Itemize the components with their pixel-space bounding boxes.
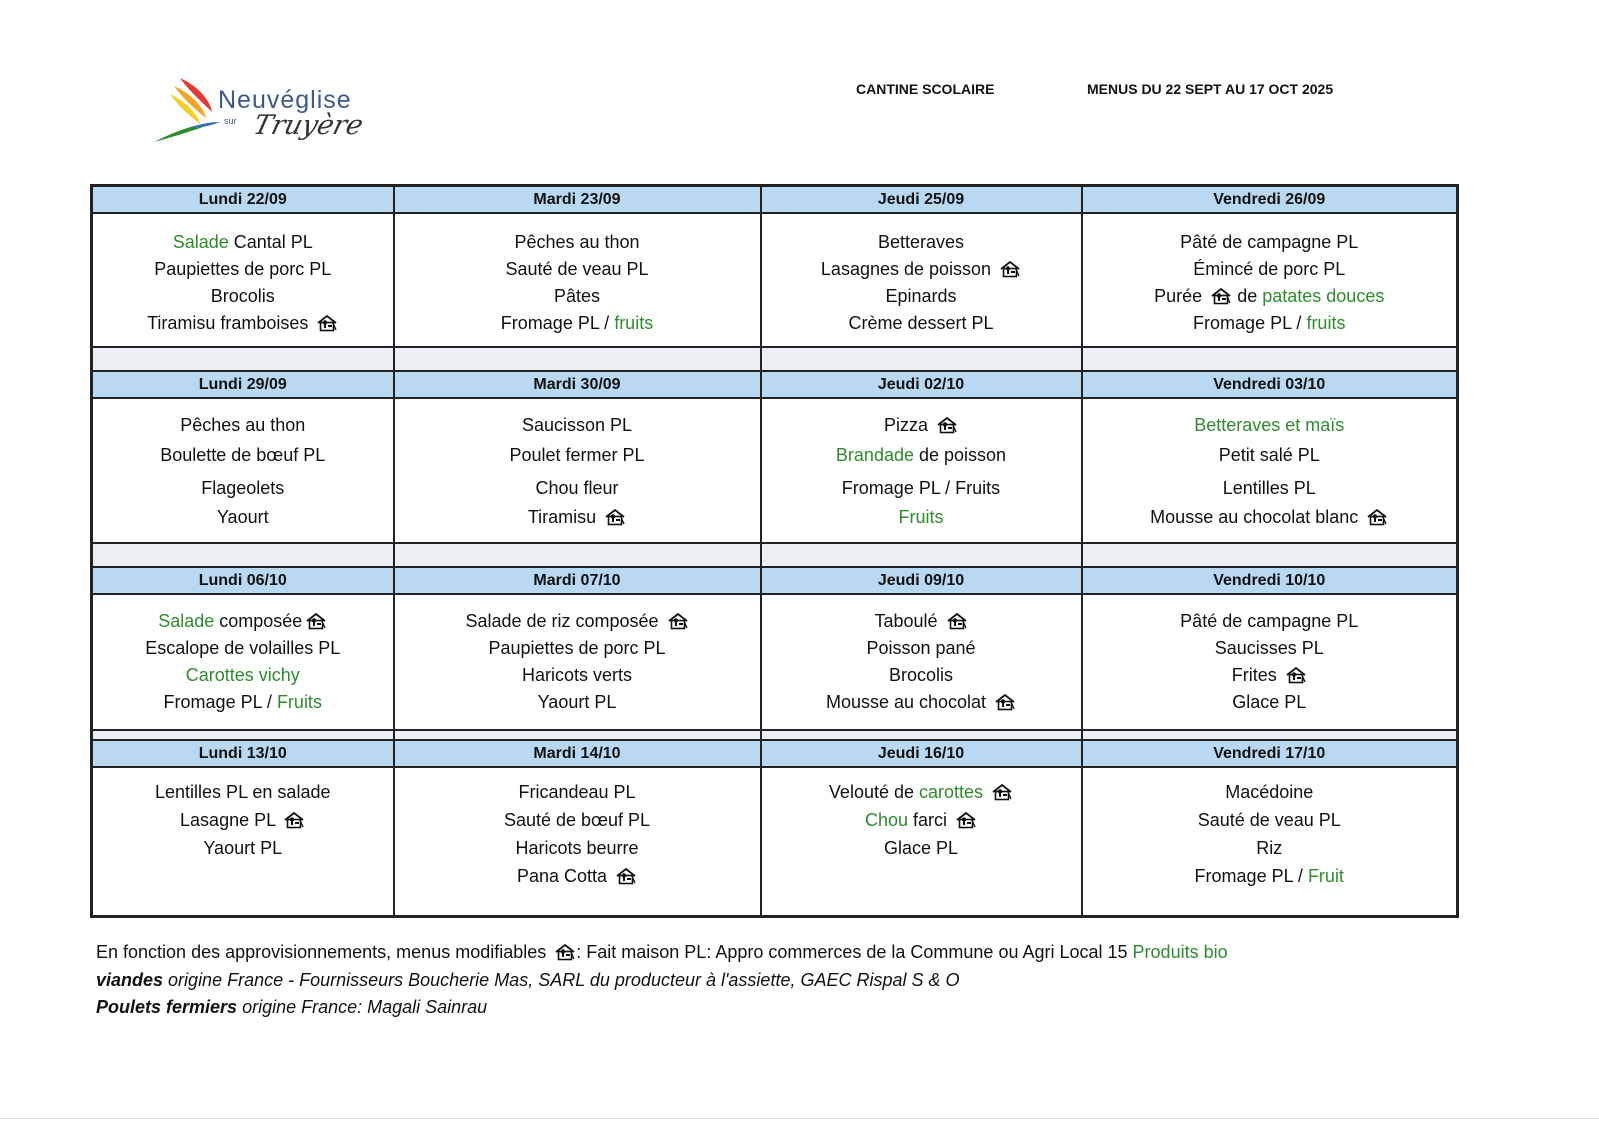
text-segment: Carottes vichy (185, 665, 300, 685)
text-segment: Fromage PL / (1194, 866, 1308, 886)
day-menu-cell (1082, 213, 1458, 347)
dish-line (762, 692, 1081, 713)
day-menu-cell (92, 594, 394, 730)
text-segment: Frites (1231, 665, 1282, 685)
dish-line (1083, 286, 1457, 307)
text-segment: Tiramisu (527, 507, 602, 527)
text-segment: Boulette de bœuf PL (160, 445, 326, 465)
dish-line (762, 445, 1081, 466)
spacer-cell (92, 543, 394, 567)
day-menu-cell (394, 767, 761, 917)
spacer-cell (92, 347, 394, 371)
text-segment: Cantal PL (228, 232, 313, 252)
text-segment: Salade (172, 232, 229, 252)
dish-line (395, 838, 760, 859)
text-segment: Betteraves (877, 232, 965, 252)
text-segment: Lasagne PL (180, 810, 281, 830)
week-menu-row (92, 767, 1458, 917)
dish-line (762, 838, 1081, 859)
dish-line (395, 259, 760, 280)
dish-line (395, 782, 760, 803)
spacer-cell (1082, 730, 1458, 740)
text-segment: Paupiettes de porc PL (488, 638, 666, 658)
dish-line (395, 478, 760, 499)
dish-line (93, 638, 393, 659)
footer-poulets (96, 997, 487, 1018)
spacer-cell (92, 730, 394, 740)
text-segment: Lentilles PL en salade (155, 782, 331, 802)
dish-line (93, 692, 393, 713)
text-segment: de poisson (914, 445, 1007, 465)
text-segment: Riz (1256, 838, 1283, 858)
menu-table (90, 184, 1459, 918)
day-header: Vendredi 03/10 (1082, 371, 1458, 398)
dish-line (762, 259, 1081, 280)
dish-line (93, 507, 393, 528)
dish-line (1083, 507, 1457, 528)
text-segment: fruits (1306, 313, 1346, 333)
text-segment: Epinards (885, 286, 957, 306)
dish-line (762, 810, 1081, 831)
spacer-cell (1082, 347, 1458, 371)
day-header: Jeudi 09/10 (761, 567, 1082, 594)
chef-house-icon (994, 693, 1016, 711)
week-spacer (92, 543, 1458, 567)
dish-line (1083, 866, 1457, 887)
chef-house-icon (999, 260, 1021, 278)
dish-line (395, 507, 760, 528)
dish-line (395, 313, 760, 334)
text-segment: Taboulé (874, 611, 943, 631)
dish-line (762, 286, 1081, 307)
dish-line (93, 810, 393, 831)
spacer-cell (1082, 543, 1458, 567)
text-segment: Lentilles PL (1222, 478, 1316, 498)
text-segment: Poulets fermiers (96, 997, 238, 1017)
text-segment: Fromage PL / (500, 313, 615, 333)
week-header-row (92, 740, 1458, 767)
text-segment: Pêches au thon (514, 232, 640, 252)
logo (150, 72, 390, 162)
text-segment: Mousse au chocolat blanc (1150, 507, 1364, 527)
dish-line (395, 692, 760, 713)
dish-line (395, 665, 760, 686)
day-header: Jeudi 02/10 (761, 371, 1082, 398)
day-menu-cell (761, 767, 1082, 917)
week-spacer (92, 347, 1458, 371)
dish-line (762, 507, 1081, 528)
chef-house-icon (955, 811, 977, 829)
chef-house-icon (316, 314, 338, 332)
dish-line (1083, 611, 1457, 632)
text-segment: Brandade (835, 445, 914, 465)
text-segment: Tiramisu framboises (147, 313, 314, 333)
week-spacer (92, 730, 1458, 740)
day-menu-cell (761, 398, 1082, 543)
chef-house-icon (604, 508, 626, 526)
text-segment: Poulet fermer PL (509, 445, 645, 465)
text-segment: Saucisson PL (521, 415, 633, 435)
text-segment: Pâté de campagne PL (1180, 611, 1359, 631)
dish-line (1083, 445, 1457, 466)
dish-line (93, 415, 393, 436)
text-segment: Salade (158, 611, 215, 631)
text-segment: Brocolis (210, 286, 275, 306)
dish-line (1083, 232, 1457, 253)
dish-line (93, 782, 393, 803)
dish-line (93, 445, 393, 466)
dish-line (1083, 638, 1457, 659)
spacer-cell (394, 543, 761, 567)
text-segment: Pêches au thon (180, 415, 306, 435)
dish-line (1083, 665, 1457, 686)
week-header-row (92, 186, 1458, 214)
day-header: Vendredi 26/09 (1082, 186, 1458, 214)
dish-line (93, 232, 393, 253)
logo-swirl-icon (150, 72, 220, 152)
dish-line (762, 782, 1081, 803)
chef-house-icon (667, 612, 689, 630)
text-segment: carottes (919, 782, 984, 802)
text-segment: Glace PL (883, 838, 959, 858)
chef-house-icon (554, 943, 576, 961)
text-segment: viandes (96, 970, 164, 990)
dish-line (762, 665, 1081, 686)
day-menu-cell (92, 213, 394, 347)
dish-line (762, 611, 1081, 632)
footer-legend (96, 942, 1228, 963)
text-segment: Pizza (883, 415, 934, 435)
dish-line (93, 478, 393, 499)
logo-script: Truyère (250, 110, 367, 141)
text-segment: : Fait maison PL: Appro commerces de la Commune ou Agri Local 15 (576, 942, 1133, 962)
chef-house-icon (283, 811, 305, 829)
text-segment: Haricots beurre (515, 838, 639, 858)
day-menu-cell (394, 594, 761, 730)
dish-line (395, 445, 760, 466)
day-menu-cell (92, 398, 394, 543)
chef-house-icon (1366, 508, 1388, 526)
dish-line (1083, 259, 1457, 280)
text-segment: Yaourt (216, 507, 269, 527)
dish-line (93, 665, 393, 686)
dish-line (1083, 838, 1457, 859)
text-segment: Produits bio (1132, 942, 1228, 962)
day-menu-cell (92, 767, 394, 917)
dish-line (395, 810, 760, 831)
day-menu-cell (394, 398, 761, 543)
text-segment: Fricandeau PL (518, 782, 636, 802)
week-menu-row (92, 398, 1458, 543)
text-segment: Fruit (1307, 866, 1344, 886)
text-segment: Pâté de campagne PL (1180, 232, 1359, 252)
dish-line (762, 478, 1081, 499)
dish-line (762, 415, 1081, 436)
text-segment: Brocolis (888, 665, 954, 685)
text-segment: Haricots verts (521, 665, 633, 685)
text-segment: Sauté de veau PL (505, 259, 649, 279)
text-segment: Chou (864, 810, 908, 830)
dish-line (395, 866, 760, 887)
week-header-row (92, 371, 1458, 398)
dish-line (395, 638, 760, 659)
text-segment: En fonction des approvisionnements, menus modifiables (96, 942, 552, 962)
dish-line (395, 611, 760, 632)
day-header: Mardi 23/09 (394, 186, 761, 214)
day-menu-cell (1082, 767, 1458, 917)
text-segment: Glace PL (1232, 692, 1307, 712)
text-segment: Fruits (898, 507, 944, 527)
text-segment: Sauté de veau PL (1197, 810, 1341, 830)
header-period: MENUS DU 22 SEPT AU 17 OCT 2025 (1087, 81, 1334, 97)
text-segment: origine France: Magali Sainrau (237, 997, 488, 1017)
day-menu-cell (1082, 594, 1458, 730)
text-segment: Sauté de bœuf PL (503, 810, 651, 830)
page-divider (0, 1118, 1599, 1119)
dish-line (1083, 478, 1457, 499)
text-segment: Chou fleur (535, 478, 619, 498)
text-segment: fruits (614, 313, 654, 333)
text-segment: Poisson pané (866, 638, 976, 658)
chef-house-icon (991, 783, 1013, 801)
text-segment: Émincé de porc PL (1193, 259, 1346, 279)
spacer-cell (761, 347, 1082, 371)
text-segment: Flageolets (201, 478, 285, 498)
spacer-cell (761, 543, 1082, 567)
text-segment: composée (214, 611, 303, 631)
dish-line (93, 286, 393, 307)
chef-house-icon (615, 867, 637, 885)
text-segment: Yaourt PL (537, 692, 617, 712)
text-segment: patates douces (1262, 286, 1385, 306)
dish-line (762, 232, 1081, 253)
text-segment: origine France - Fournisseurs Boucherie Mas, SARL du producteur à l'assiette, GAEC Rispal S & O (163, 970, 960, 990)
dish-line (395, 286, 760, 307)
text-segment: Petit salé PL (1218, 445, 1320, 465)
text-segment: Pâtes (553, 286, 601, 306)
day-header: Lundi 06/10 (92, 567, 394, 594)
dish-line (1083, 415, 1457, 436)
day-menu-cell (761, 213, 1082, 347)
day-menu-cell (761, 594, 1082, 730)
text-segment: Salade de riz composée (465, 611, 664, 631)
header-title: CANTINE SCOLAIRE (856, 81, 995, 97)
text-segment: Yaourt PL (203, 838, 283, 858)
day-header: Mardi 30/09 (394, 371, 761, 398)
text-segment: Pana Cotta (516, 866, 613, 886)
text-segment: Fromage PL / (163, 692, 277, 712)
week-header-row (92, 567, 1458, 594)
dish-line (762, 638, 1081, 659)
text-segment: Fruits (276, 692, 322, 712)
text-segment: Betteraves et maïs (1194, 415, 1345, 435)
dish-line (1083, 692, 1457, 713)
day-header: Lundi 13/10 (92, 740, 394, 767)
dish-line (93, 313, 393, 334)
text-segment: de (1232, 286, 1263, 306)
text-segment: Crème dessert PL (848, 313, 994, 333)
chef-house-icon (946, 612, 968, 630)
text-segment: Lasagnes de poisson (820, 259, 997, 279)
day-header: Mardi 14/10 (394, 740, 761, 767)
dish-line (93, 259, 393, 280)
text-segment: Escalope de volailles PL (145, 638, 341, 658)
spacer-cell (394, 347, 761, 371)
day-header: Jeudi 25/09 (761, 186, 1082, 214)
chef-house-icon (305, 612, 327, 630)
week-menu-row (92, 594, 1458, 730)
logo-name: Neuvéglise (218, 86, 352, 114)
logo-sur: sur (224, 116, 237, 126)
dish-line (762, 313, 1081, 334)
dish-line (1083, 313, 1457, 334)
footer-viandes (96, 970, 960, 991)
text-segment: Velouté de (828, 782, 920, 802)
dish-line (93, 611, 393, 632)
text-segment: Saucisses PL (1214, 638, 1324, 658)
text-segment: Fromage PL / (1193, 313, 1307, 333)
chef-house-icon (936, 416, 958, 434)
dish-line (1083, 810, 1457, 831)
dish-line (395, 415, 760, 436)
dish-line (395, 232, 760, 253)
text-segment: Mousse au chocolat (825, 692, 992, 712)
text-segment: Fromage PL / Fruits (841, 478, 1001, 498)
text-segment: Paupiettes de porc PL (154, 259, 332, 279)
text-segment: Macédoine (1225, 782, 1314, 802)
day-header: Jeudi 16/10 (761, 740, 1082, 767)
spacer-cell (394, 730, 761, 740)
text-segment (983, 782, 988, 802)
day-header: Lundi 29/09 (92, 371, 394, 398)
chef-house-icon (1210, 287, 1232, 305)
week-menu-row (92, 213, 1458, 347)
day-menu-cell (1082, 398, 1458, 543)
dish-line (93, 838, 393, 859)
day-menu-cell (394, 213, 761, 347)
day-header: Mardi 07/10 (394, 567, 761, 594)
spacer-cell (761, 730, 1082, 740)
day-header: Lundi 22/09 (92, 186, 394, 214)
day-header: Vendredi 10/10 (1082, 567, 1458, 594)
text-segment: Purée (1154, 286, 1208, 306)
text-segment: farci (908, 810, 953, 830)
dish-line (1083, 782, 1457, 803)
chef-house-icon (1285, 666, 1307, 684)
day-header: Vendredi 17/10 (1082, 740, 1458, 767)
